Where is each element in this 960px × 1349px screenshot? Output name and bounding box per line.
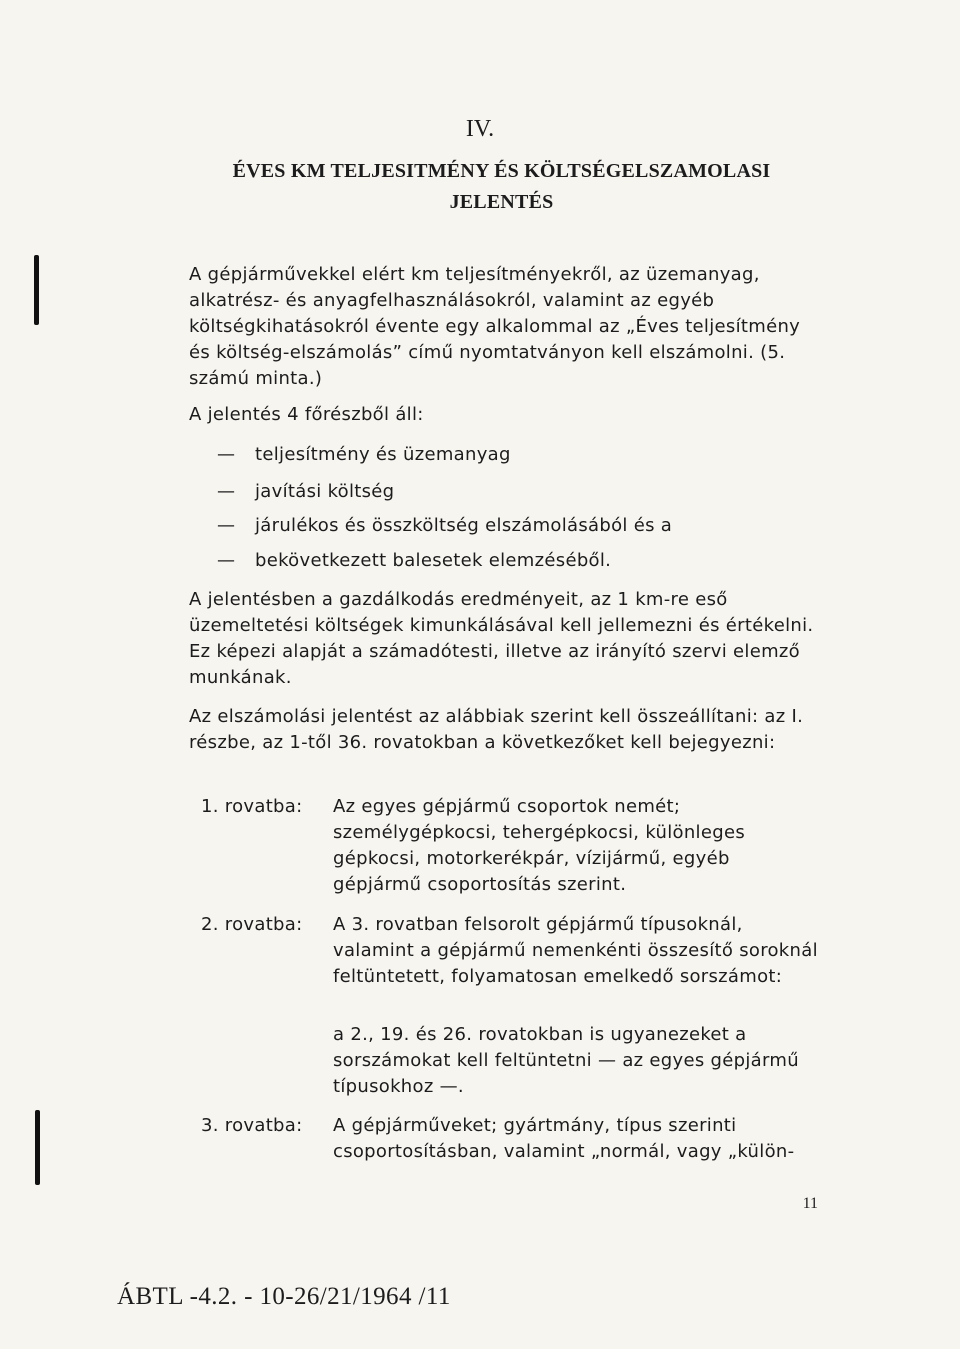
document-title: ÉVES KM TELJESITMÉNY ÉS KÖLTSÉGELSZAMOLASI [232,160,771,182]
rovat-label: 3. rovatba: [201,1115,303,1136]
list-item [217,513,672,539]
list-item-text: javítási költség [255,481,395,502]
report-parts-intro: A jelentés 4 főrészből áll: [189,404,424,425]
list-item-text: bekövetkezett balesetek elemzéséből. [255,550,612,571]
rovat-label: 1. rovatba: [201,796,303,817]
evaluation-paragraph: A jelentésben a gazdálkodás eredményeit, az 1 km-re eső üzemeltetési költségek kimunkálásával kell jellemezni és értékelni. Ez képezi alapját a számadótesti, illetve az irányító szervi elemző munkának. [189,589,814,688]
chapter-number: IV. [465,116,495,142]
list-item-text: járulékos és összköltség elszámolásából és a [255,515,673,536]
archive-reference: ÁBTL -4.2. - 10-26/21/1964 /11 [117,1283,451,1310]
dash: — [217,444,236,465]
list-item [217,442,511,468]
rovat-label: 2. rovatba: [201,914,303,935]
instructions-paragraph: Az elszámolási jelentést az alábbiak szerint kell összeállítani: az I. részbe, az 1-től 36. rovatokban a következőket kell bejegyezni: [189,706,804,753]
document-title-line2: JELENTÉS [449,191,554,213]
rovat-text: Az egyes gépjármű csoportok nemét; személygépkocsi, tehergépkocsi, különleges gépkocsi, motorkerékpár, vízijármű, egyéb gépjármű csoportosítás szerint. [333,796,745,895]
list-item [217,479,394,505]
rovat-text-continuation: a 2., 19. és 26. rovatokban is ugyanezeket a sorszámokat kell feltüntetni — az egyes gépjármű típusokhoz —. [333,1024,799,1097]
rovat-text: A 3. rovatban felsorolt gépjármű típusoknál, valamint a gépjármű nemenkénti összesítő soroknál feltüntetett, folyamatosan emelkedő sorszámot: [333,914,818,987]
dash: — [217,515,236,536]
scan-mark-top [34,255,39,325]
list-item-text: teljesítmény és üzemanyag [255,444,511,465]
dash: — [217,481,236,502]
list-item [217,548,611,574]
intro-paragraph: A gépjárművekkel elért km teljesítményekről, az üzemanyag, alkatrész- és anyagfelhasználásokról, valamint az egyéb költségkihatásokról évente egy alkalommal az „Éves teljesítmény és költség-elszámolás” című nyomtatványon kell elszámolni. (5. számú minta.) [189,264,801,389]
rovat-text: A gépjárműveket; gyártmány, típus szerinti csoportosításban, valamint „normál, vagy „külön- [333,1115,795,1162]
page-number: 11 [802,1195,818,1212]
dash: — [217,550,236,571]
scan-mark-bottom [35,1110,40,1185]
